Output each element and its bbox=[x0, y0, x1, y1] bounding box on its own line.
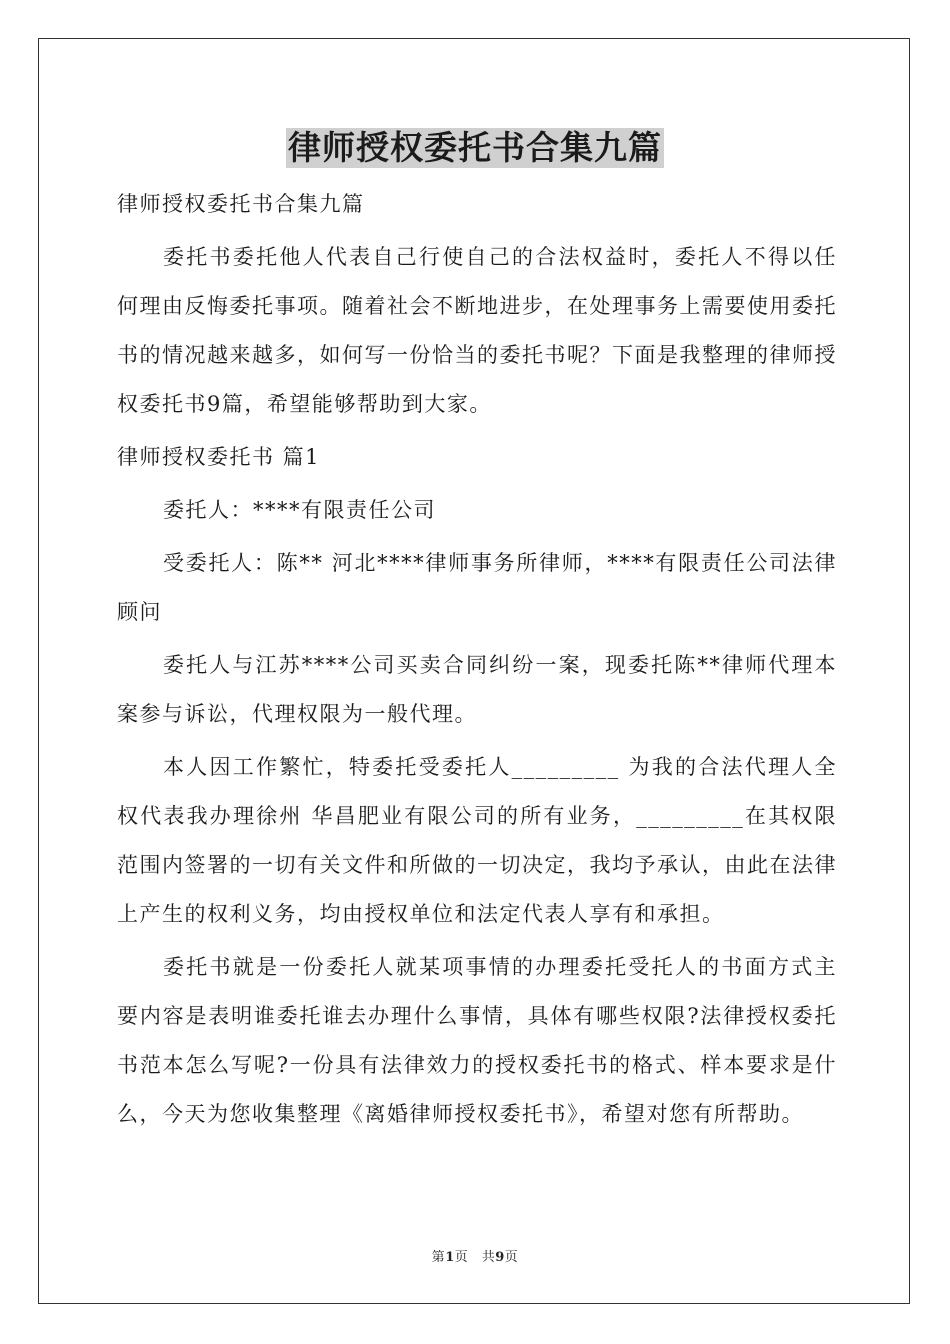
intro-paragraph: 委托书委托他人代表自己行使自己的合法权益时，委托人不得以任何理由反悔委托事项。随着社会不断地进步，在处理事务上需要使用委托书的情况越来越多，如何写一份恰当的委托书呢？下面是我整理的律师授权委托书9篇，希望能够帮助到大家。 bbox=[117, 245, 837, 416]
agent-line: 受委托人：陈** 河北****律师事务所律师，****有限责任公司法律顾问 bbox=[117, 551, 837, 624]
footer-suffix: 页 bbox=[504, 1250, 519, 1265]
document-body bbox=[117, 180, 837, 1139]
explanation-paragraph: 委托书就是一份委托人就某项事情的办理委托受托人的书面方式主要内容是表明谁委托谁去办理什么事情，具体有哪些权限?法律授权委托书范本怎么写呢?一份具有法律效力的授权委托书的格式、样本要求是什么，今天为您收集整理《离婚律师授权委托书》，希望对您有所帮助。 bbox=[117, 955, 837, 1126]
title-container bbox=[0, 128, 950, 168]
footer-mid: 页 共 bbox=[454, 1250, 496, 1265]
document-title: 律师授权委托书合集九篇 bbox=[288, 128, 662, 167]
footer-current-page: 1 bbox=[445, 1250, 455, 1265]
case-paragraph: 委托人与江苏****公司买卖合同纠纷一案，现委托陈**律师代理本案参与诉讼，代理权限为一般代理。 bbox=[117, 653, 837, 726]
page-footer bbox=[0, 1246, 950, 1265]
principal-line: 委托人：****有限责任公司 bbox=[163, 498, 436, 522]
footer-total-pages: 9 bbox=[495, 1250, 505, 1265]
section-heading: 律师授权委托书 篇1 bbox=[117, 445, 321, 469]
authorization-paragraph: 本人因工作繁忙，特委托受委托人_________ 为我的合法代理人全权代表我办理徐州 华昌肥业有限公司的所有业务，_________在其权限范围内签署的一切有关文件和所做的一切决定，我均予承认，由此在法律上产生的权利义务，均由授权单位和法定代表人享有和承担。 bbox=[117, 755, 837, 926]
document-subtitle: 律师授权委托书合集九篇 bbox=[117, 192, 365, 216]
footer-prefix: 第 bbox=[431, 1250, 446, 1265]
